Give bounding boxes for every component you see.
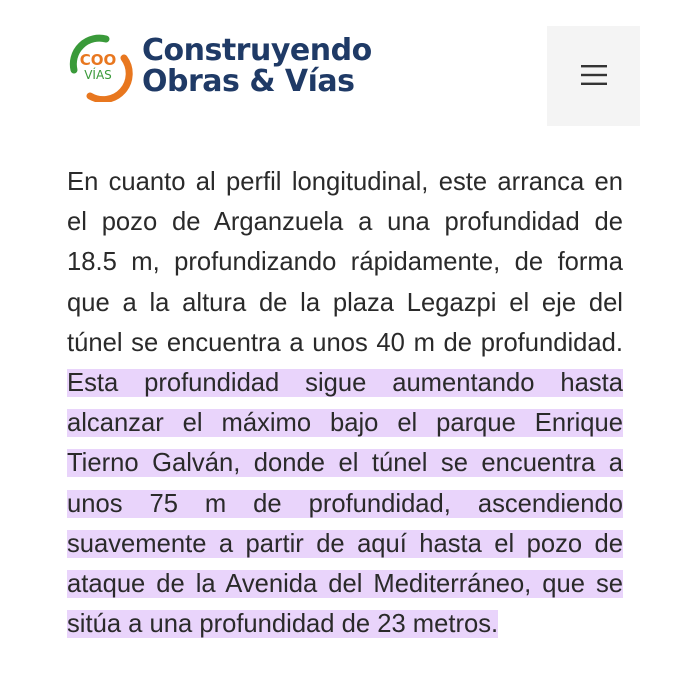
logo-mark-top-text: COO — [79, 51, 117, 69]
article-paragraph — [67, 162, 623, 644]
menu-toggle-button[interactable] — [547, 26, 640, 126]
article-body — [67, 162, 623, 644]
logo-mark-bottom-text: VÍAS — [84, 68, 112, 82]
paragraph-text: En cuanto al perfil longitudinal, este arranca en el pozo de Arganzuela a una profundidad de 18.5 m, profundizando rápidamente, de forma que a la altura de la plaza Legazpi el eje del túnel se encuentra a unos 40 m de profundidad. — [67, 168, 623, 357]
logo-title-line2: Obras & Vías — [142, 64, 355, 99]
logo-wordmark — [142, 35, 372, 97]
site-header — [0, 0, 690, 140]
logo-title-line1: Construyendo — [142, 33, 372, 68]
hamburger-menu-icon — [581, 65, 607, 88]
highlighted-text[interactable]: Esta profundidad sigue aumentando hasta alcanzar el máximo bajo el parque Enrique Tierno Galván, donde el túnel se encuentra a unos 75 m de profundidad, ascendiendo suavemente a partir de aquí hasta el pozo de ataque de la Avenida del Mediterráneo, que se sitúa a una profundidad de 23 metros. — [67, 369, 623, 639]
site-logo[interactable] — [66, 30, 372, 102]
logo-mark-icon — [66, 30, 134, 102]
